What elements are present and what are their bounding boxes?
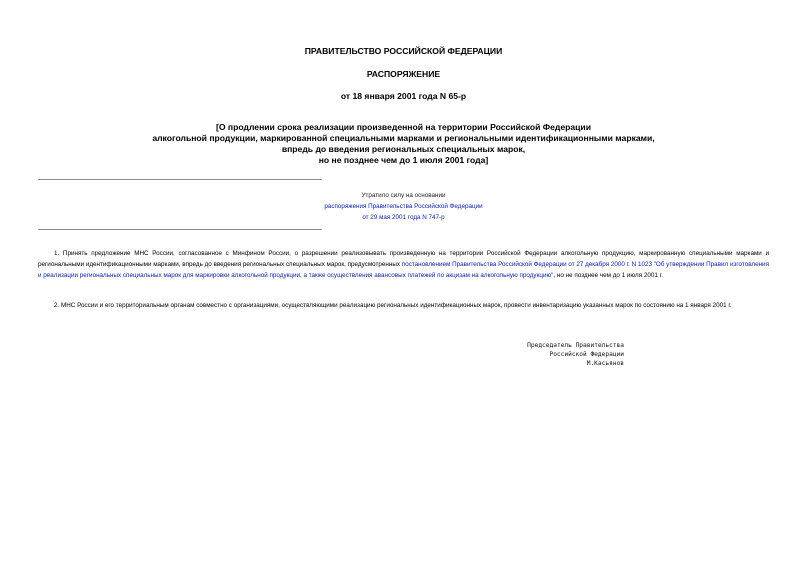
- paragraph-1-text-end: , но не позднее чем до 1 июля 2001 г.: [553, 272, 663, 279]
- title-line-2: алкогольной продукции, маркированной специальными марками и региональными идентификационными марками,: [152, 133, 655, 143]
- paragraph-1-text-start: 1. Принять предложение МНС России, согласованное с Минфином России, о разрешении реализовывать произведенную на территории Российской Федерации алкогольную продукцию, маркированную специальными марками и региональными идентификационными марками, впредь до введения региональных специальных марок, предусмотренных: [38, 250, 769, 268]
- paragraph-2: [38, 300, 769, 311]
- divider-top: [38, 179, 322, 180]
- decree-1023-link[interactable]: постановлением Правительства Российской Федерации от 27 декабря 2000 г. N 1023 "Об утверждении Правил изготовления и реализации региональных специальных марок для маркировки алкогольной продукции, а также осуществления авансовых платежей по акцизам на алкогольную продукцию": [38, 261, 769, 279]
- status-note-text: Утратило силу на основании: [361, 192, 446, 199]
- signature-name: М.Касьянов: [586, 360, 624, 367]
- title-line-4: но не позднее чем до 1 июля 2001 года]: [318, 155, 489, 165]
- government-heading: ПРАВИТЕЛЬСТВО РОССИЙСКОЙ ФЕДЕРАЦИИ: [304, 46, 503, 56]
- document-title: [0, 122, 807, 166]
- paragraph-1: [38, 248, 769, 281]
- divider-bottom: [38, 229, 322, 230]
- repeal-link-line-2: от 29 мая 2001 года N 747-р: [362, 214, 445, 221]
- title-line-1: [О продлении срока реализации произведенной на территории Российской Федерации: [215, 122, 591, 132]
- repeal-link-line-1: распоряжения Правительства Российской Федерации: [324, 203, 483, 210]
- signature-block: [470, 341, 624, 368]
- paragraph-2-text: 2. МНС России и его территориальным органам совместно с организациями, осуществляющими реализацию региональных идентификационных марок, провести инвентаризацию указанных марок по состоянию на 1 января 2001 г.: [54, 302, 732, 309]
- repeal-document-link-date[interactable]: [280, 212, 527, 223]
- signature-organization: Российской Федерации: [549, 351, 624, 358]
- document-date-number: от 18 января 2001 года N 65-р: [340, 91, 467, 101]
- status-note: [280, 190, 527, 223]
- repeal-document-link[interactable]: [280, 201, 527, 212]
- signature-position: Председатель Правительства: [527, 342, 624, 349]
- title-line-3: впредь до введения региональных специальных марок,: [281, 144, 526, 154]
- document-type-heading: РАСПОРЯЖЕНИЕ: [366, 69, 441, 79]
